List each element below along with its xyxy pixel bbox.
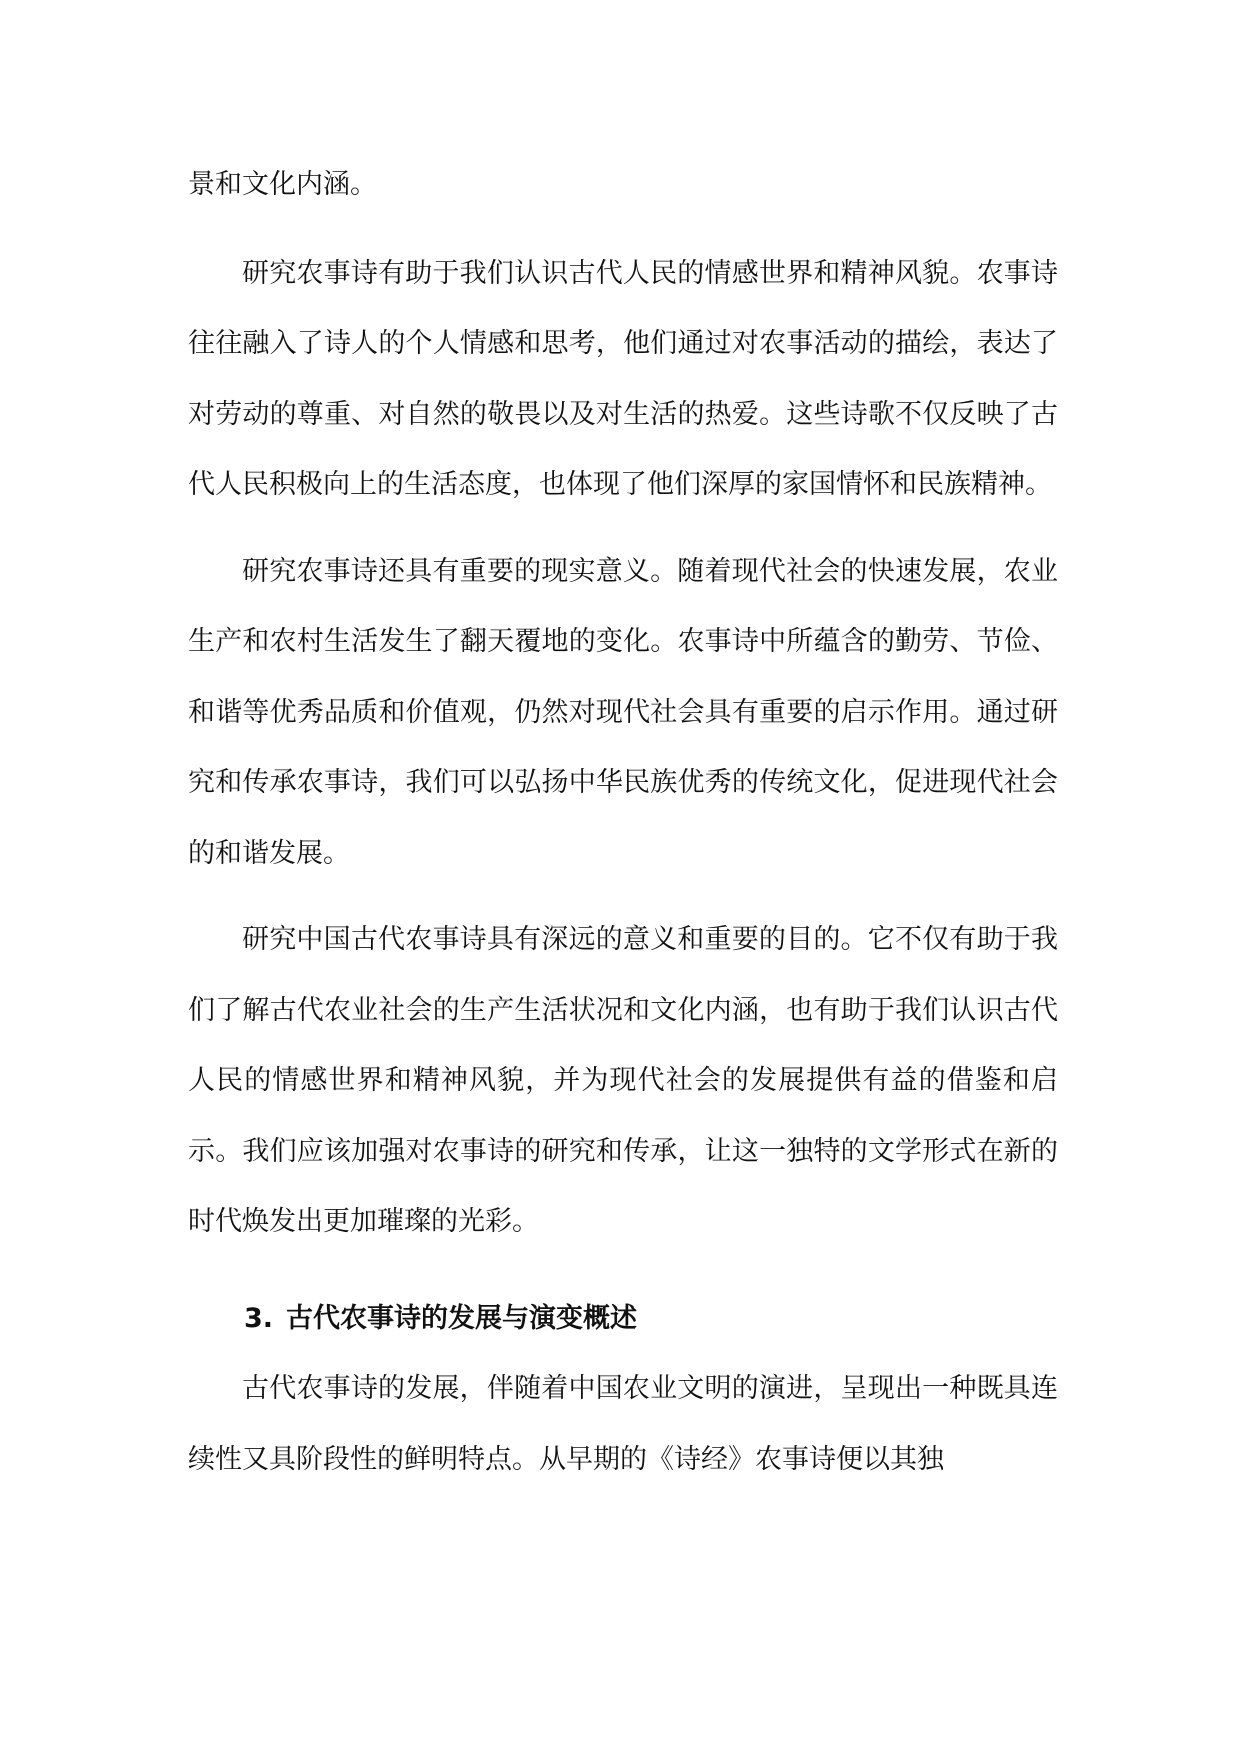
paragraph-continuation: 景和文化内涵。 xyxy=(188,169,377,200)
paragraph-conclusion: 研究中国古代农事诗具有深远的意义和重要的目的。它不仅有助于我们了解古代农业社会的生产生活状况和文化内涵，也有助于我们认识古代人民的情感世界和精神风貌，并为现代社会的发展提供有益的借鉴和启示。我们应该加强对农事诗的研究和传承，让这一独特的文学形式在新的时代焕发出更加璀璨的光彩。 xyxy=(188,924,1058,1237)
paragraph-practical-significance: 研究农事诗还具有重要的现实意义。随着现代社会的快速发展，农业生产和农村生活发生了翻天覆地的变化。农事诗中所蕴含的勤劳、节俭、和谐等优秀品质和价值观，仍然对现代社会具有重要的启示作用。通过研究和传承农事诗，我们可以弘扬中华民族优秀的传统文化，促进现代社会的和谐发展。 xyxy=(188,555,1058,869)
paragraph-development-overview: 古代农事诗的发展，伴随着中国农业文明的演进，呈现出一种既具连续性又具阶段性的鲜明特点。从早期的《诗经》农事诗便以其独 xyxy=(188,1373,1058,1475)
section-heading xyxy=(188,1284,1058,1355)
paragraph-emotional-world: 研究农事诗有助于我们认识古代人民的情感世界和精神风貌。农事诗往往融入了诗人的个人情感和思考，他们通过对农事活动的描绘，表达了对劳动的尊重、对自然的敬畏以及对生活的热爱。这些诗歌不仅反映了古代人民积极向上的生活态度，也体现了他们深厚的家国情怀和民族精神。 xyxy=(188,257,1058,500)
document-body xyxy=(188,150,1058,1495)
section-title: 古代农事诗的发展与演变概述 xyxy=(286,1302,637,1334)
section-number: 3. xyxy=(244,1302,274,1334)
